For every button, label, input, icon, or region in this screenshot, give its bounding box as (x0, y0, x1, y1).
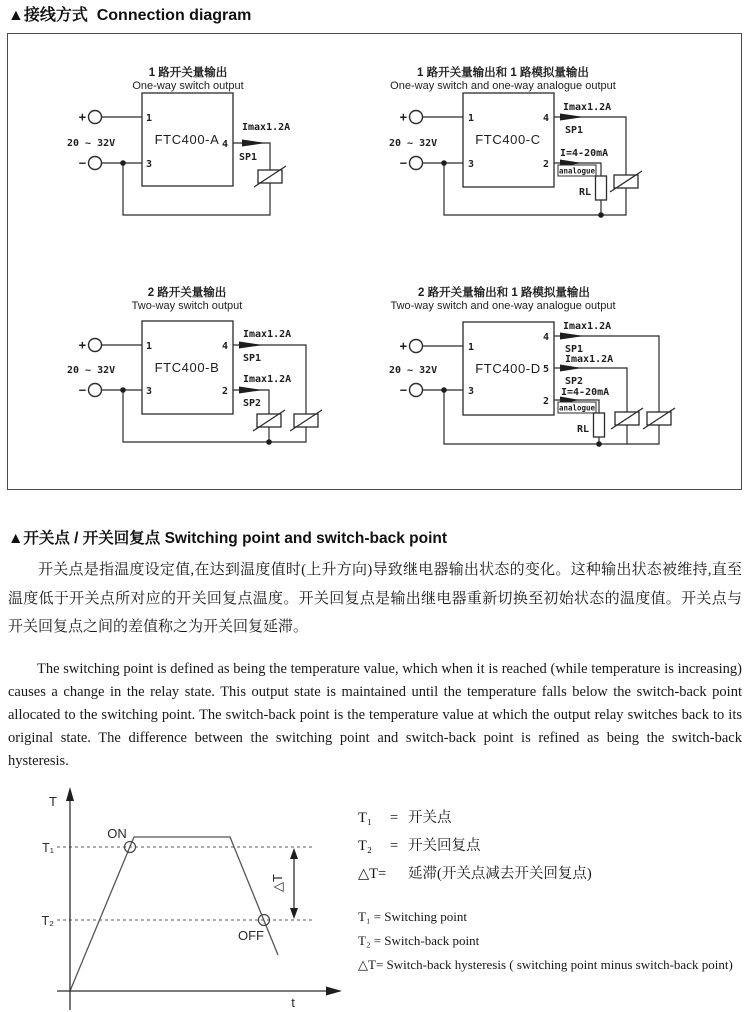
legend-row: T₂ = Switch-back point (358, 933, 480, 948)
pin1-label: 1 (146, 341, 153, 352)
diagram-c-title-en: One-way switch and one-way analogue output (390, 80, 616, 92)
terminal-plus-icon (410, 340, 423, 353)
legend-desc: 延滞(开关点减去开关回复点) (408, 866, 592, 882)
minus-sign: − (78, 383, 86, 397)
delta-arrow-down-icon (290, 908, 298, 919)
legend-eq: = (390, 810, 399, 826)
minus-sign: − (78, 156, 86, 170)
pin3-label: 3 (146, 159, 153, 170)
pin4-label: 4 (542, 332, 549, 343)
load-resistor-icon (596, 176, 607, 200)
junction-dot (596, 441, 602, 447)
legend-english (358, 905, 746, 977)
terminal-minus-icon (410, 384, 423, 397)
analogue-label: analogue (558, 403, 596, 413)
x-axis-label: t (291, 995, 295, 1010)
junction-dot (441, 387, 447, 393)
legend-term: T₂ (358, 838, 372, 854)
paragraph-chinese: 开关点是指温度设定值,在达到温度值时(上升方向)导致继电器输出状态的变化。这种输出状态被维持,直至温度低于开关点所对应的开关回复点温度。开关回复点是输出继电器重新切换至初始状态的温度值。开关点与开关回复点之间的差值称之为开关回复延滞。 (8, 562, 742, 635)
pin2-label: 2 (542, 159, 549, 170)
hysteresis-graph (30, 782, 360, 1012)
terminal-minus-icon (89, 384, 102, 397)
voltage-label: 20 ~ 32V (389, 138, 438, 149)
t1-tick-label: T₁ (42, 841, 54, 855)
output-arrow-icon (242, 140, 266, 147)
output-arrow-icon (560, 114, 584, 121)
model-label: FTC400-C (475, 132, 541, 147)
pin2-label: 2 (542, 396, 549, 407)
legend-row (358, 834, 592, 862)
legend-row (358, 862, 592, 890)
analogue-label: analogue (558, 166, 596, 176)
pin4-label: 4 (542, 113, 549, 124)
sp1-label: SP1 (243, 353, 262, 364)
imax-label: Imax1.2A (563, 102, 612, 113)
plus-sign: + (399, 110, 407, 124)
temperature-curve (70, 837, 278, 991)
imax-label: Imax1.2A (243, 329, 292, 340)
pin2-label: 2 (221, 386, 228, 397)
delta-t-label: △T (270, 874, 285, 892)
terminal-minus-icon (410, 157, 423, 170)
off-label: OFF (238, 928, 264, 943)
diagram-d-title-en: Two-way switch and one-way analogue output (390, 300, 616, 312)
imax-label: Imax1.2A (243, 374, 292, 385)
terminal-plus-icon (89, 339, 102, 352)
terminal-plus-icon (410, 111, 423, 124)
current-label: I=4-20mA (560, 148, 609, 159)
minus-sign: − (399, 156, 407, 170)
sp1-label: SP1 (565, 344, 584, 355)
sp2-label: SP2 (243, 398, 262, 409)
pin3-label: 3 (146, 386, 153, 397)
pin4-label: 4 (221, 139, 228, 150)
y-axis-label: T (49, 794, 57, 809)
plus-sign: + (399, 339, 407, 353)
pin3-label: 3 (468, 159, 475, 170)
minus-sign: − (399, 383, 407, 397)
pin1-label: 1 (468, 342, 475, 353)
x-axis-arrow-icon (326, 987, 342, 996)
diagram-ftc400-a (30, 60, 360, 230)
diagram-d-title-cn: 2 路开关量输出和 1 路模拟量输出 (418, 287, 590, 299)
model-label: FTC400-B (154, 360, 220, 375)
plus-sign: + (78, 110, 86, 124)
sp1-label: SP1 (239, 152, 258, 163)
pin5-label: 5 (542, 364, 549, 375)
y-axis-arrow-icon (66, 787, 74, 801)
on-label: ON (107, 826, 127, 841)
model-label: FTC400-D (475, 361, 541, 376)
imax-label: Imax1.2A (565, 354, 614, 365)
legend-eq: = (390, 838, 399, 854)
output-arrow-icon (239, 387, 263, 394)
diagram-a-title-cn: 1 路开关量输出 (148, 67, 228, 79)
imax-label: Imax1.2A (563, 321, 612, 332)
legend-term: T₁ (358, 810, 372, 826)
legend-chinese (358, 806, 592, 890)
junction-dot (441, 160, 447, 166)
voltage-label: 20 ~ 32V (67, 365, 116, 376)
pin4-label: 4 (221, 341, 228, 352)
plus-sign: + (78, 338, 86, 352)
paragraph-english: The switching point is defined as being the temperature value, which when it is reached (while temperature is increasing) causes a change in the relay state. This output state is maintained until the temperature falls below the switch-back point allocated to the switching point. The switch-back point is the temperature value at which the output relay switches back to its original state. The difference between the switching point and switch-back point is refined as being the switch-back hysteresis. (8, 661, 742, 769)
voltage-label: 20 ~ 32V (67, 138, 116, 149)
delta-arrow-up-icon (290, 848, 298, 859)
output-arrow-icon (239, 342, 263, 349)
section-title-switching: ▲开关点 / 开关回复点 Switching point and switch-back point (8, 530, 448, 547)
sp1-label: SP1 (565, 125, 584, 136)
diagram-ftc400-d (375, 283, 735, 458)
junction-dot (120, 387, 126, 393)
diagram-b-title-en: Two-way switch output (131, 300, 243, 312)
output-arrow-icon (560, 333, 584, 340)
terminal-plus-icon (89, 111, 102, 124)
junction-dot (120, 160, 126, 166)
voltage-label: 20 ~ 32V (389, 365, 438, 376)
output-arrow-icon (560, 365, 582, 372)
legend-desc: 开关回复点 (408, 838, 481, 854)
diagram-ftc400-c (375, 60, 735, 230)
pin1-label: 1 (146, 113, 153, 124)
imax-label: Imax1.2A (242, 122, 291, 133)
legend-row: △T= Switch-back hysteresis ( switching point minus switch-back point) (358, 957, 733, 972)
junction-dot (598, 212, 604, 218)
legend-desc: 开关点 (408, 810, 452, 826)
sp2-label: SP2 (565, 376, 584, 387)
pin1-label: 1 (468, 113, 475, 124)
rl-label: RL (576, 424, 589, 435)
diagram-c-title-cn: 1 路开关量输出和 1 路模拟量输出 (417, 67, 589, 79)
pin3-label: 3 (468, 386, 475, 397)
legend-row (358, 806, 592, 834)
legend-row: T₁ = Switching point (358, 909, 468, 924)
diagram-a-title-en: One-way switch output (132, 80, 244, 92)
diagram-b-title-cn: 2 路开关量输出 (147, 287, 227, 299)
model-label: FTC400-A (154, 132, 220, 147)
terminal-minus-icon (89, 157, 102, 170)
legend-term: △T= (358, 866, 387, 882)
current-label: I=4-20mA (561, 387, 610, 398)
diagram-ftc400-b (30, 283, 360, 458)
section-title-connection: ▲接线方式 Connection diagram (8, 7, 252, 24)
load-resistor-icon (594, 413, 605, 437)
rl-label: RL (578, 187, 591, 198)
junction-dot (266, 439, 272, 445)
t2-tick-label: T₂ (41, 914, 54, 928)
